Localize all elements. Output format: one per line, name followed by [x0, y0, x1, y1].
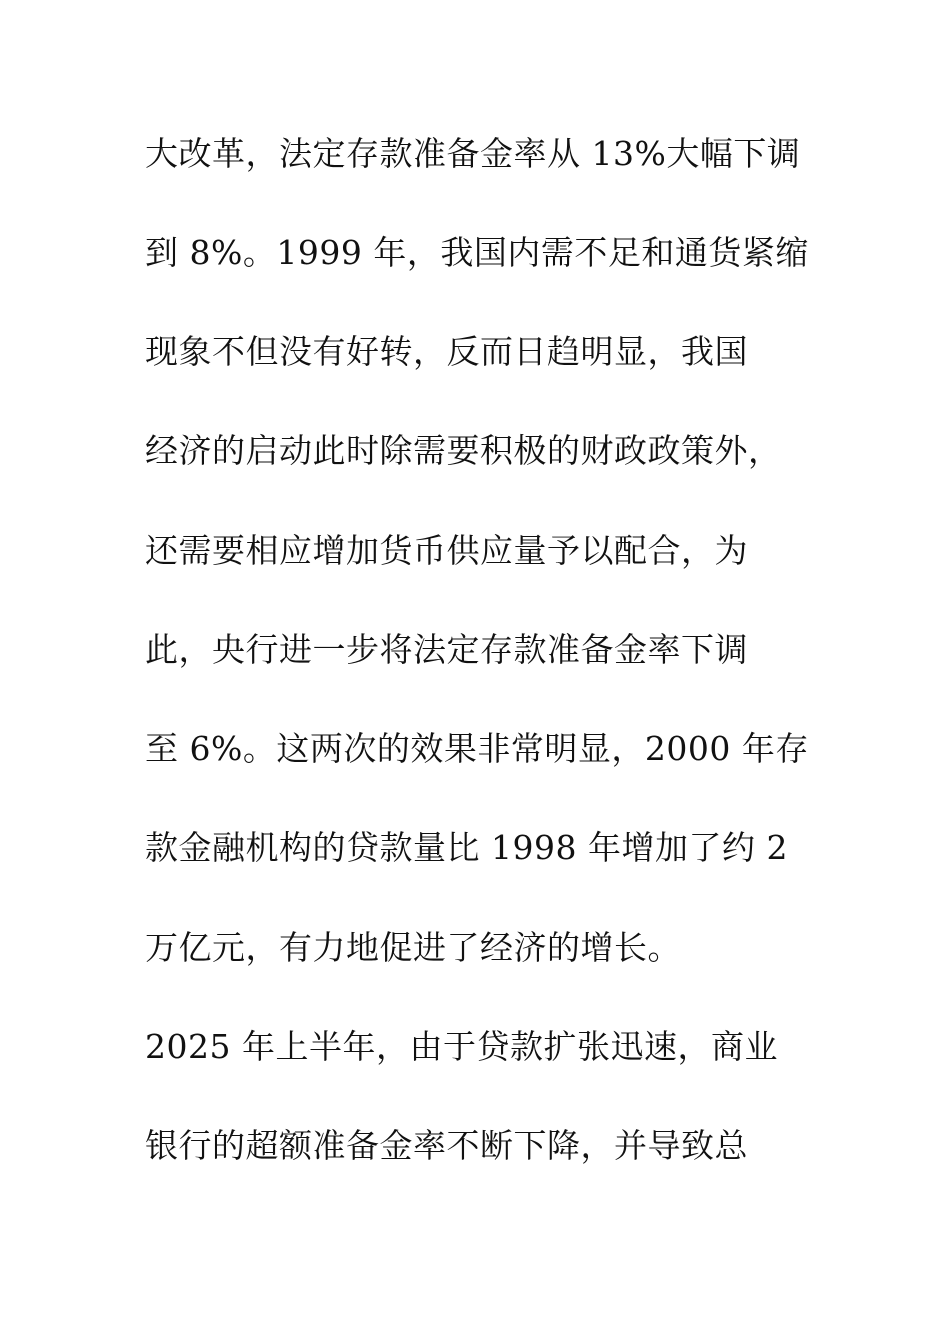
- body-text-line-4: 经济的启动此时除需要积极的财政政策外，: [145, 431, 782, 470]
- body-text-line-11: 银行的超额准备金率不断下降，并导致总: [145, 1126, 748, 1165]
- body-text-line-1: 大改革，法定存款准备金率从 13%大幅下调: [145, 134, 801, 173]
- body-text-line-10: 2025 年上半年，由于贷款扩张迅速，商业: [145, 1027, 778, 1066]
- body-text-line-9: 万亿元，有力地促进了经济的增长。: [145, 928, 681, 967]
- body-text-line-6: 此，央行进一步将法定存款准备金率下调: [145, 630, 748, 669]
- body-text-line-2: 到 8%。1999 年，我国内需不足和通货紧缩: [145, 233, 809, 272]
- body-text-line-7: 至 6%。这两次的效果非常明显，2000 年存: [145, 729, 809, 768]
- body-text-line-8: 款金融机构的贷款量比 1998 年增加了约 2: [145, 828, 788, 867]
- body-text-line-5: 还需要相应增加货币供应量予以配合，为: [145, 531, 748, 570]
- body-text-line-3: 现象不但没有好转，反而日趋明显，我国: [145, 332, 748, 371]
